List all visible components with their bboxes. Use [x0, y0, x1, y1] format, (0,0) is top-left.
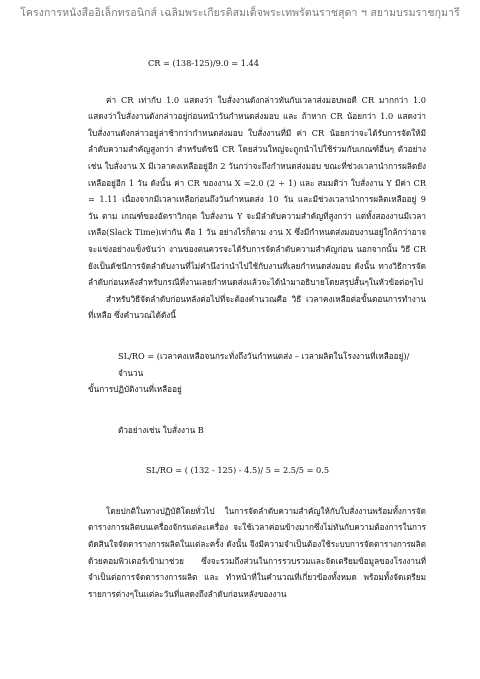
paragraph-computer-scheduling: โดยปกติในทางปฏิบัติโดยทั่วไป ในการจัดลำดับความสำคัญให้กับใบสั่งงานพร้อมทั้งการจัดตารางการผลิตบนเครื่องจักรแต่ละเครื่อง จะใช้เวลาค่อนข้างมากซึ่งไม่ทันกับความต้องการในการตัดสินใจจัดตารางการผลิตในแต่ละครั้ง ดังนั้น จึงมีความจำเป็นต้องใช้ระบบการจัดตารางการผลิตด้วยคอมพิวเตอร์เข้ามาช่วย ซึ่งจะรวมถึงส่วนในการรวบรวมและจัดเตรียมข้อมูลของโรงงานที่จำเป็นต่อการจัดตารางการผลิต และ ทำหน้าที่ในคำนวณที่เกี่ยวข้องทั้งหมด พร้อมทั้งจัดเตรียมรายการต่างๆในแต่ละวันที่แสดงถึงลำดับก่อนหลังของงาน: [88, 505, 426, 599]
slro-example-formula: SL/RO = ( (132 - 125) - 4.5)/ 5 = 2.5/5 = 0.5: [146, 465, 330, 476]
cr-formula: CR = (138-125)/9.0 = 1.44: [148, 58, 259, 68]
slro-formula-line2: ขั้นการปฏิบัติงานที่เหลืออยู่: [88, 384, 182, 395]
running-header: โครงการหนังสืออิเล็กทรอนิกส์ เฉลิมพระเกียรติสมเด็จพระเทพรัตนราชสุดา ฯ สยามบรมราชกุมารี: [20, 7, 460, 19]
slro-formula-line1: SL/RO = (เวลาคงเหลือจนกระทั่งถึงวันกำหนดส่ง – เวลาผลิตในโรงงานที่เหลืออยู่)/ จำนวน: [118, 350, 410, 378]
paragraph-slro-intro: สำหรับวิธีจัดลำดับก่อนหลังต่อไปที่จะต้องคำนวณคือ วิธี เวลาคงเหลือต่อขั้นตอนการทำงานที่เหลือ ซึ่งคำนวณได้ดังนี้: [88, 293, 426, 321]
example-label: ตัวอย่างเช่น ใบสั่งงาน B: [118, 424, 204, 435]
paragraph-cr-explanation: ค่า CR เท่ากับ 1.0 แสดงว่า ใบสั่งงานดังกล่าวทันกับเวลาส่งมอบพอดี CR มากกว่า 1.0 แสดงว่าใบสั่งงานดังกล่าวอยู่ก่อนหน้าวันกำหนดส่งมอบ และ ถ้าหาก CR น้อยกว่า 1.0 แสดงว่าใบสั่งงานดังกล่าวอยู่ล่าช้ากว่ากำหนดส่งมอบ ใบสั่งงานที่มี ค่า CR น้อยกว่าจะได้รับการจัดให้มีลำดับความสำคัญสูงกว่า สำหรับดัชนี CR โดยส่วนใหญ่จะถูกนำไปใช้ร่วมกับเกณฑ์อื่นๆ ตัวอย่างเช่น ใบสั่งงาน X มีเวลาคงเหลืออยู่อีก 2 วันกว่าจะถึงกำหนดส่งมอบ ขณะที่ช่วงเวลานำการผลิตยังเหลืออยู่อีก 1 วัน ดังนั้น ค่า CR ของงาน X =2.0 (2 ÷ 1) และ สมมติว่า ใบสั่งงาน Y มีค่า CR = 1.11 เนื่องจากมีเวลาเหลือก่อนถึงวันกำหนดส่ง 10 วัน และมีช่วงเวลานำการผลิตเหลืออยู่ 9 วัน ตาม เกณฑ์ของอัตราวิกฤต ใบสั่งงาน Y จะมีลำดับความสำคัญที่สูงกว่า แต่ทั้งสองงานมีเวลาเหลือ(Slack Time)เท่ากัน คือ 1 วัน อย่างไรก็ตาม งาน X ซึ่งมีกำหนดส่งมอบงานอยู่ใกล้กว่าอาจจะแข่งอย่างแข็งขันว่า งานของตนควรจะได้รับการจัดลำดับความสำคัญก่อน นอกจากนั้น วิธี CR ยังเป็นดัชนีการจัดลำดับงานที่ไม่คำนึงว่านำไปใช้กับงานที่เลยกำหนดส่งมอบ ดังนั้น ทางวิธีการจัดลำดับก่อนหลังสำหรับกรณีที่งานเลยกำหนดส่งแล้วจะได้นำมาอธิบายโดยสรุปสั้นๆในหัวข้อต่อๆไป: [88, 94, 426, 288]
document-body: [88, 55, 426, 602]
